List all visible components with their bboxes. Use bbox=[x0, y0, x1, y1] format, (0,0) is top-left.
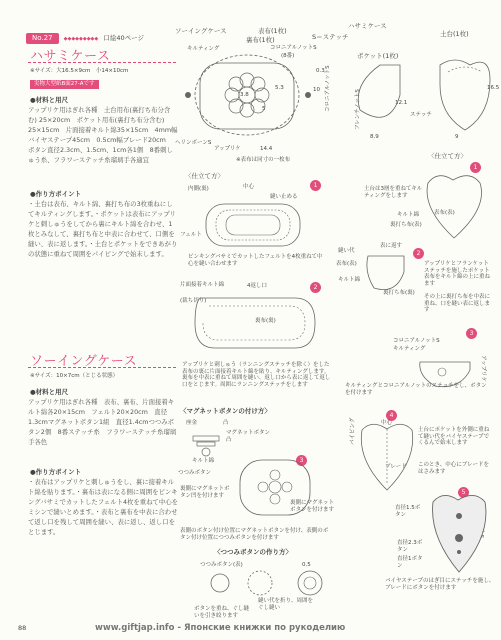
s5-caption: バイヤステープのはぎ目にステッチを施し、ブレードにボタンを付けます bbox=[385, 578, 495, 591]
covered-gather-label: ボタンを重ね、ぐし縫いを引き絞ります bbox=[194, 606, 250, 619]
sewing-case-pattern bbox=[170, 40, 330, 165]
sewing-note: ※表布は同寸の一枚布 bbox=[236, 157, 291, 163]
header-dots: ◆◆◆◆◆◆◆◆◆ bbox=[63, 36, 99, 42]
s2-caption-2: その上に裏打ち布を中表に重ね、口を縫い表に返します bbox=[424, 294, 491, 314]
sewing-howto: ・表布はアップリケと刺しゅうをし、裏に接着キルト綿を貼ります。・裏布は表になる側に周囲をピンキングバサミでカットしたフェルト4枚を重ねて中心をミシンで縫いとめます。・表布と裏布を中表に合わせて返し口を残して周囲を縫い、表に返し、返し口をとじます。 bbox=[28, 478, 178, 536]
step-2-marker: 2 bbox=[310, 282, 321, 293]
pattern-note-box: 実物大型紙B面27-Aです bbox=[30, 80, 99, 89]
pattern-number-badge: No.27 bbox=[26, 33, 59, 44]
scissors-pocket-label: ポケット(1枚) bbox=[357, 52, 399, 60]
magnet-washer: 座金 bbox=[186, 420, 198, 426]
step1-stop-label: 縫い止める bbox=[270, 194, 298, 200]
s-stitch-legend: S＝ステッチ bbox=[312, 33, 349, 41]
width-144: 14.4 bbox=[260, 146, 273, 152]
height-121: 12.1 bbox=[395, 100, 408, 106]
magnet-batting-label: キルト綿 bbox=[192, 458, 214, 464]
title-divider bbox=[28, 62, 176, 63]
magnet-button-illustration bbox=[183, 428, 233, 458]
covered-title: 〈つつみボタンの作り方〉 bbox=[214, 548, 292, 556]
how-sewing-title: 〈仕立て方〉 bbox=[185, 172, 224, 180]
s4-center: 中心 bbox=[381, 420, 393, 426]
corolla-vertical: コロニアルノットS bbox=[325, 65, 331, 112]
scissors-materials: アップリケ用はぎれ各種 土台用布(裏打ち布分含む) 25×20cm ポケット用布(裏打ち布分含む) 25×15cm 片面接着キルト綿35×15cm 4mm幅バイヤステープ45cm 0.5cm幅ブレード20cm ボタン直径2.3cm、1.5cm、1cm各1個 8番刺しゅう糸、フラワーステッチ糸瑠璃手各適宜 bbox=[28, 106, 178, 164]
step1-inside-label: 内側(裏) bbox=[188, 186, 209, 192]
scissors-case-size: ※サイズ：大16.5×9cm 小14×10cm bbox=[30, 68, 129, 74]
scissors-base-illustration bbox=[418, 168, 493, 248]
s3-caption: キルティングとコロニアルノットのステッチをし、ボタンを付けます bbox=[345, 383, 487, 396]
step2-cut-label: (裁ち切り) bbox=[180, 298, 207, 304]
diagram-back-label: 裏布(1枚) bbox=[246, 36, 275, 44]
howto-heading: ●作り方ポイント bbox=[30, 190, 82, 198]
pocket-illustration bbox=[360, 250, 415, 300]
s1-quilt-label: 土台は3層を重ねてキルティングをします bbox=[364, 186, 423, 199]
magnet-title: 〈マグネットボタンの付け方〉 bbox=[180, 407, 271, 415]
scissors-case-pattern bbox=[340, 40, 500, 150]
applique-label: アップリケ bbox=[214, 146, 241, 152]
s-step-5-marker: 5 bbox=[458, 487, 469, 498]
s4-piping: パイピング bbox=[350, 417, 356, 445]
scissors-base-label: 土台(1枚) bbox=[440, 30, 469, 38]
step1-center-label: 中心 bbox=[243, 184, 255, 190]
quilting-label: キルティング bbox=[187, 46, 220, 52]
magnet-covered-label: つつみボタン bbox=[178, 470, 212, 476]
s2-seam: 縫い代 bbox=[338, 248, 355, 254]
step-1-marker: 1 bbox=[310, 180, 321, 191]
dim-38: 3.8 bbox=[240, 92, 249, 98]
s2-lining: 裏打ち布(裏) bbox=[383, 290, 415, 296]
covered-button-illustration bbox=[200, 565, 330, 605]
width-89: 8.9 bbox=[370, 134, 379, 140]
materials-heading-2: ●材料と用尺 bbox=[30, 388, 69, 396]
s2-front: 表布(表) bbox=[336, 261, 357, 267]
s1-front: 表布(表) bbox=[434, 210, 455, 216]
s2-caption-1: アップリケとフランケットステッチを施したポケット表布をキルト綿の上に重ねます bbox=[424, 261, 490, 287]
scissors-case-title: ハサミケース bbox=[30, 49, 111, 64]
s-step-2-marker: 2 bbox=[413, 248, 424, 259]
sewing-materials: アップリケ用はぎれ各種 表布、裏布、片面接着キルト綿各20×15cm フェルト20×20cm 直径1.3cmマグネットボタン1組 直径1.4cmつつみボタン2個 8番ステッチ糸 フラワーステッチ糸瑠璃手各色 bbox=[28, 398, 177, 446]
magnet-back-label-2: 裏側にマグネットボタンを付けます bbox=[290, 500, 335, 513]
covered-face-label: つつみボタン(表) bbox=[200, 562, 243, 568]
s5-btn-15: 直径1.5ボタン bbox=[395, 505, 421, 518]
covered-fold-label: 縫い代を折り、周囲をぐし縫い bbox=[258, 598, 314, 611]
materials-heading: ●材料と用尺 bbox=[30, 96, 69, 104]
step-3-marker: 3 bbox=[296, 455, 307, 466]
s1-lining: 裏打ち布(表) bbox=[390, 222, 422, 228]
dim-03: 0.3 bbox=[316, 68, 325, 74]
s3-applique: アップリケ bbox=[480, 355, 486, 382]
s3-corolla: コロニアルノットS bbox=[393, 338, 440, 344]
step2-illustration bbox=[185, 288, 325, 358]
s3-quilting: キルティング bbox=[393, 346, 426, 352]
footer-site: www.giftjap.info bbox=[95, 623, 175, 633]
howto-heading-2: ●作り方ポイント bbox=[30, 468, 82, 476]
s-step-4-marker: 4 bbox=[386, 410, 397, 421]
header-row bbox=[26, 25, 144, 44]
s4-caption-2: このとき、中心にブレードをはさみます bbox=[418, 462, 490, 475]
dim-10: 10 bbox=[313, 87, 320, 93]
magnet-caption: 表側のボタン付け位置にマグネットボタンを付け、表側のボタン付け位置につつみボタンを付けます bbox=[180, 528, 329, 541]
s5-btn-23: 直径2.3ボタン bbox=[397, 540, 423, 553]
herringbone-label: ヘリンボーンS bbox=[175, 140, 212, 146]
footer-watermark: www.giftjap.info - Японские книжки по рукоделию bbox=[95, 623, 346, 633]
width-9: 9 bbox=[455, 134, 459, 140]
s5-btn-1: 直径1ボタン bbox=[397, 556, 423, 569]
header-page-ref: 口絵40ページ bbox=[103, 34, 144, 42]
step2-caption: アップリケと刺しゅう（ランニングステッチを除く）をした表布の裏に片面接着キルト綿を貼り、キルティングします。裏布を中表に重ねて周囲を縫い、返し口から表に返して返し口をとじます。周囲にランニングステッチをします bbox=[182, 362, 331, 388]
magnet-button-label: マグネットボタン凸 bbox=[226, 430, 270, 443]
felt-pieces-illustration bbox=[198, 198, 308, 253]
s-step-3-marker: 3 bbox=[466, 328, 477, 339]
dim-53: 5.3 bbox=[275, 85, 284, 91]
s1-batting: キルト綿 bbox=[397, 212, 419, 218]
magnet-convex: 凸 bbox=[223, 420, 229, 426]
s4-caption-1: 土台にポケットを外側に重ねて縫い代をバイヤステープでくるんで始末します bbox=[418, 427, 490, 447]
scissors-howto: ・土台は表布、キルト綿、裏打ち布の3枚重ねにしてキルティングします。・ポケットは表布にアップリケと刺しゅうをしてから裏にキルト綿を合わせ、1枚とみなして、裏打ち布と中表に合わせて、口側を縫い、表に返します。・土台とポケットをできあがりの状態に重ねて周囲をパイピングで始末します。 bbox=[28, 200, 178, 258]
step1-felt-label: フェルト bbox=[180, 232, 202, 238]
sewing-case-title: ソーイングケース bbox=[30, 354, 138, 369]
covered-allowance: 0.5 bbox=[302, 562, 311, 568]
s4-braid: ブレード bbox=[385, 464, 407, 470]
step2-batting-label: 片面接着キルト綿 bbox=[180, 282, 224, 288]
diagram-front-label: 表布(1枚) bbox=[258, 27, 287, 35]
sewing-case-size: ※サイズ：10×7cm（とじる状態） bbox=[30, 373, 119, 379]
step4-illustration bbox=[352, 415, 422, 495]
magnet-back-label-1: 裏側にマグネットボタン凹を付けます bbox=[180, 486, 230, 499]
s-step-1-marker: 1 bbox=[470, 162, 481, 173]
s2-batting: キルト綿 bbox=[338, 277, 360, 283]
flower-motif bbox=[225, 73, 269, 117]
footer-tagline: Японские книжки по рукоделию bbox=[183, 623, 346, 633]
diagram-scissors-title: ハサミケース bbox=[348, 22, 387, 30]
eight-label: (8番) bbox=[281, 53, 295, 59]
stitching-label: ステッチ bbox=[410, 112, 432, 118]
french-knot-label: フレンチノットS bbox=[355, 89, 361, 130]
diagram-sewing-title: ソーイングケース bbox=[175, 27, 227, 35]
s2-turn: 表に返す bbox=[380, 243, 403, 249]
corolla-label: コロニアルノットS bbox=[270, 45, 317, 51]
how-scissors-title: 〈仕立て方〉 bbox=[428, 152, 467, 160]
step2-back-label: 裏布(裏) bbox=[255, 318, 276, 324]
finished-scissors-case bbox=[425, 488, 495, 578]
step3-illustration bbox=[230, 455, 320, 525]
height-165: 16.5 bbox=[487, 85, 500, 91]
step1-caption: ピンキングバサミでカットしたフェルトを4枚重ねて中心を縫い合わせます bbox=[188, 254, 323, 267]
dim-5: 5 bbox=[262, 106, 266, 112]
page-number: 88 bbox=[18, 624, 27, 632]
title-divider-2 bbox=[28, 367, 176, 368]
step2-opening-label: 4返し口 bbox=[247, 283, 267, 289]
